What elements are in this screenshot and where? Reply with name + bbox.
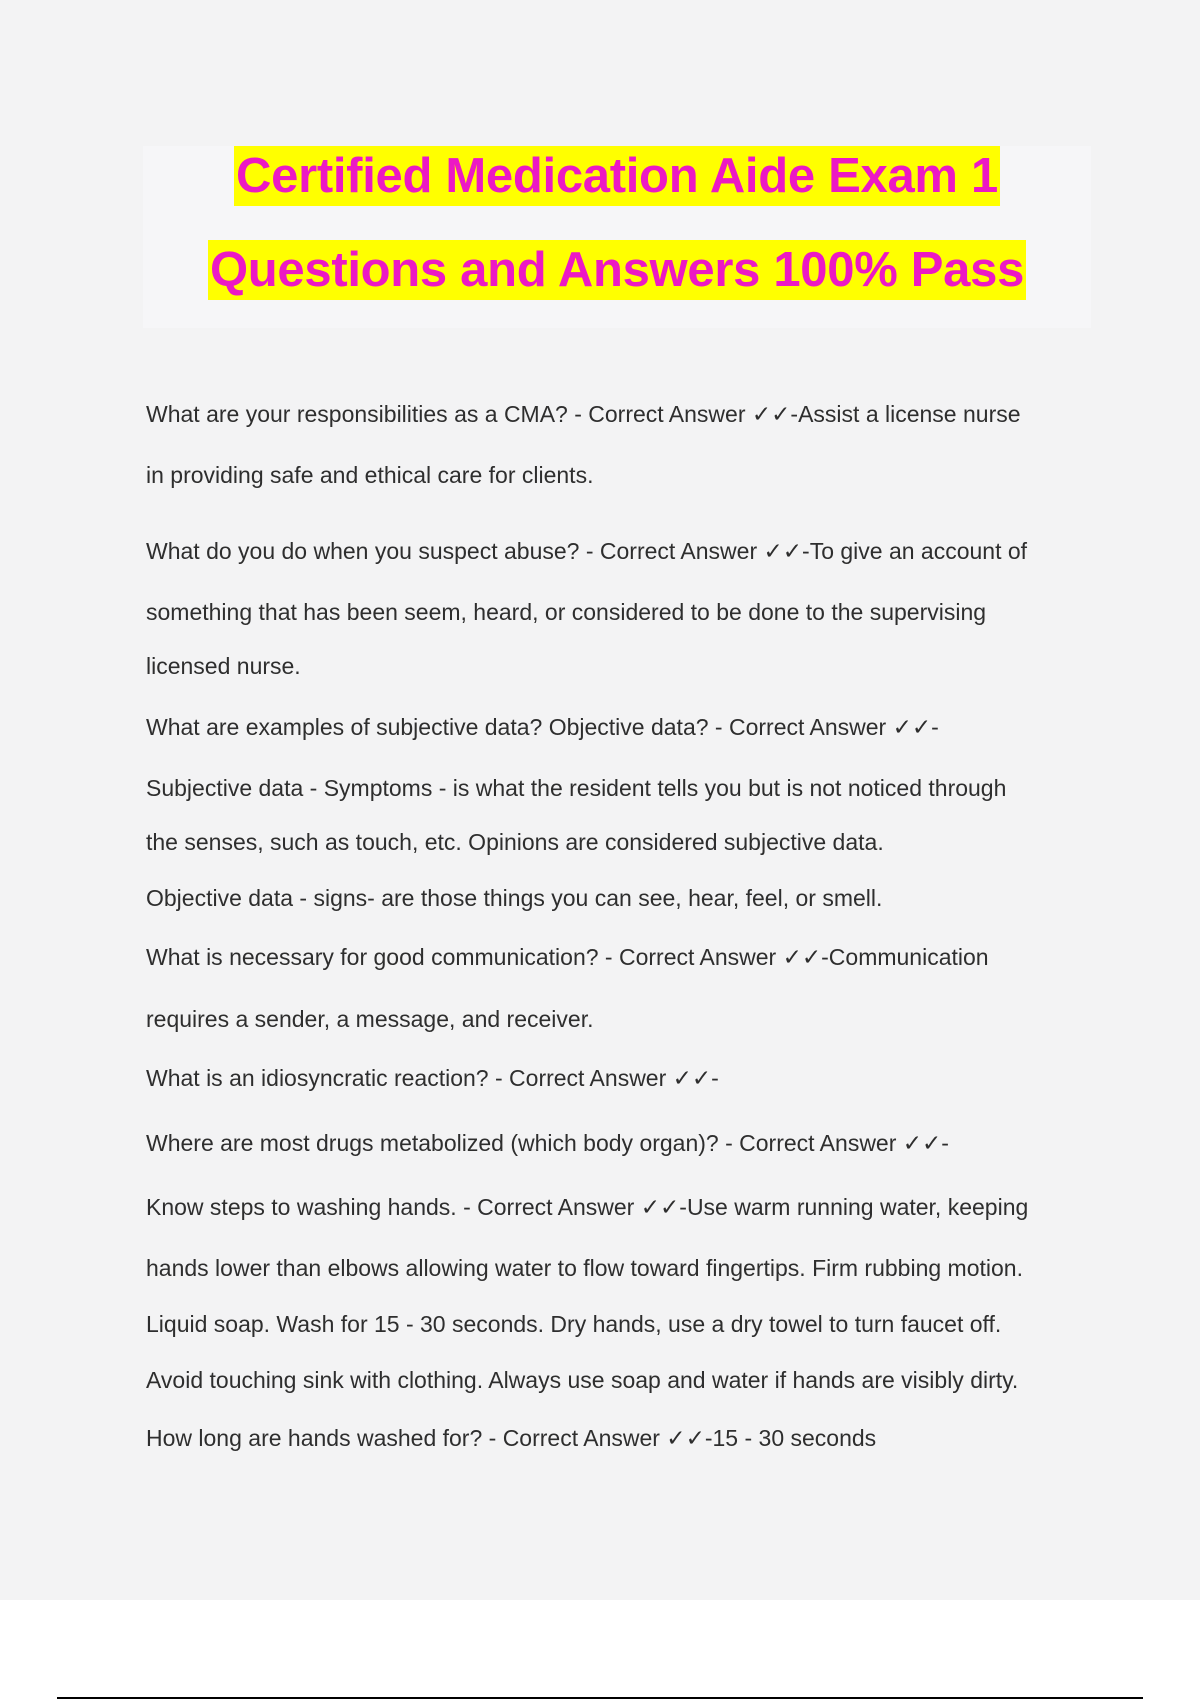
- text-line: licensed nurse.: [146, 653, 301, 679]
- text-line: Objective data - signs- are those things you can see, hear, feel, or smell.: [146, 885, 883, 911]
- text-line: What do you do when you suspect abuse? - Correct Answer ✓✓-To give an account of: [146, 538, 1028, 564]
- text-line: Liquid soap. Wash for 15 - 30 seconds. Dry hands, use a dry towel to turn faucet off.: [146, 1311, 1002, 1337]
- text-line: What is an idiosyncratic reaction? - Correct Answer ✓✓-: [146, 1065, 719, 1091]
- footer-rule: [57, 1697, 1143, 1699]
- text-line: hands lower than elbows allowing water to flow toward fingertips. Firm rubbing motion.: [146, 1255, 1023, 1281]
- document-title-line-2: Questions and Answers 100% Pass: [208, 240, 1026, 300]
- text-line: What are your responsibilities as a CMA? - Correct Answer ✓✓-Assist a license nurse: [146, 401, 1021, 427]
- text-line: What is necessary for good communication? - Correct Answer ✓✓-Communication: [146, 944, 989, 970]
- text-line: something that has been seem, heard, or considered to be done to the supervising: [146, 599, 987, 625]
- text-line: What are examples of subjective data? Objective data? - Correct Answer ✓✓-: [146, 714, 939, 740]
- text-line: Avoid touching sink with clothing. Always use soap and water if hands are visibly dirty.: [146, 1367, 1019, 1393]
- title-block: [143, 146, 1091, 328]
- text-line: Subjective data - Symptoms - is what the resident tells you but is not noticed through: [146, 775, 1007, 801]
- text-line: Know steps to washing hands. - Correct Answer ✓✓-Use warm running water, keeping: [146, 1194, 1029, 1220]
- text-line: Where are most drugs metabolized (which body organ)? - Correct Answer ✓✓-: [146, 1130, 949, 1156]
- text-line: requires a sender, a message, and receiver.: [146, 1006, 594, 1032]
- text-line: the senses, such as touch, etc. Opinions are considered subjective data.: [146, 829, 884, 855]
- text-line: How long are hands washed for? - Correct Answer ✓✓-15 - 30 seconds: [146, 1425, 877, 1451]
- text-line: in providing safe and ethical care for clients.: [146, 462, 594, 488]
- document-title-line-1: Certified Medication Aide Exam 1: [234, 146, 1000, 206]
